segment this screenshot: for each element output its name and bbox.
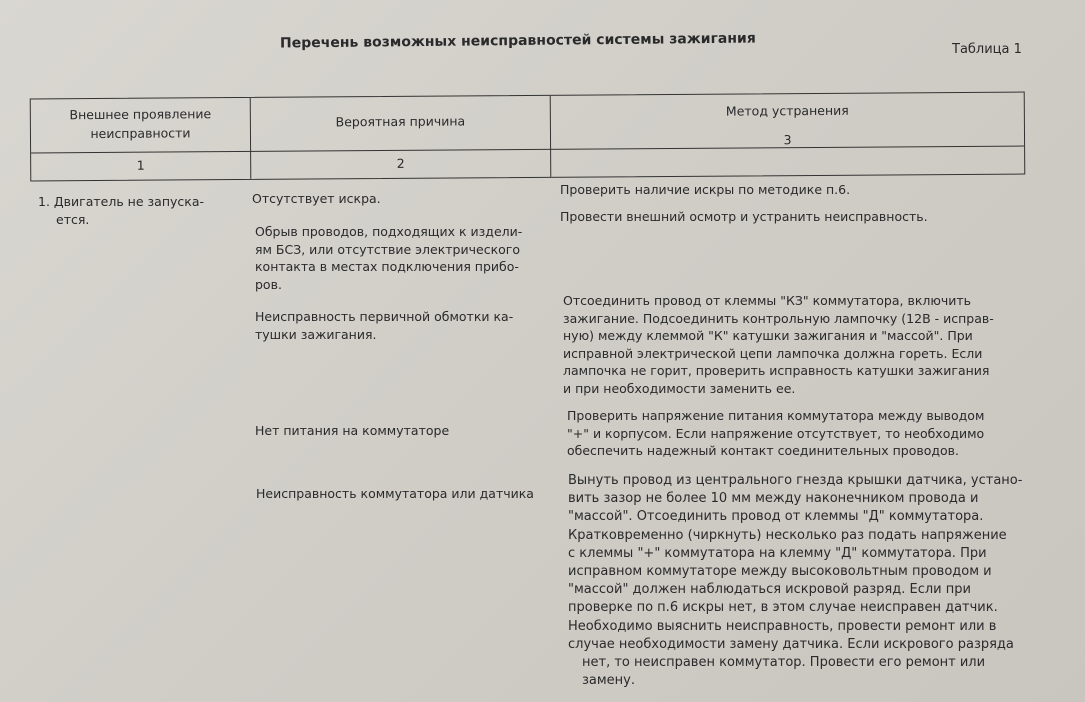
cause-4 — [255, 422, 449, 440]
header-col-1 — [31, 98, 252, 181]
remedy-line: лампочка не горит, проверить исправность катушки зажигания — [563, 363, 990, 378]
remedy-line: "массой". Отсоединить провод от клеммы "Д" коммутатора. — [568, 509, 984, 525]
cause-line: контакта в местах подключения прибо- — [255, 259, 519, 274]
page-title: Перечень возможных неисправностей системы зажигания — [279, 30, 756, 52]
remedy-line: и при необходимости заменить ее. — [563, 380, 796, 396]
header-num-1: 1 — [136, 157, 145, 173]
symptom-line: ется. — [56, 211, 90, 227]
remedy-line: Проверить напряжение питания коммутатора между выводом — [567, 408, 985, 423]
symptom — [38, 193, 204, 228]
cause-3 — [255, 308, 513, 343]
remedy-line: исправной электрической цепи лампочка должна гореть. Если — [563, 345, 983, 361]
remedy-line: Проверить наличие искры по методике п.6. — [560, 182, 851, 197]
header-num-3: 3 — [783, 132, 792, 148]
remedy-line: Провести внешний осмотр и устранить неисправность. — [560, 209, 928, 224]
cause-2 — [255, 223, 522, 293]
remedy-line: замену. — [582, 673, 636, 689]
cause-line: ров. — [255, 276, 282, 292]
remedy-line: ную) между клеммой "К" катушки зажигания и "массой". При — [563, 328, 973, 343]
header-num-2: 2 — [396, 155, 405, 171]
header-col-2-label: Вероятная причина — [335, 113, 466, 130]
cause-line: Нет питания на коммутаторе — [255, 423, 450, 438]
remedy-line: проверке по п.6 искры нет, в этом случае неисправен датчик. — [568, 600, 998, 616]
cause-line: ям БСЗ, или отсутствие электрического — [255, 241, 520, 257]
remedy-line: нет, то неисправен коммутатор. Провести его ремонт или — [582, 655, 986, 671]
remedy-line: зажигание. Подсоединить контрольную лампочку (12В - исправ- — [563, 310, 994, 326]
header-col-1-line: Внешнее проявление — [69, 106, 212, 123]
header-col-2 — [251, 96, 552, 179]
table-label: Таблица 1 — [952, 42, 1022, 57]
cause-1 — [252, 190, 381, 208]
cause-line: Обрыв проводов, подходящих к издели- — [255, 224, 523, 239]
remedy-3 — [563, 292, 994, 397]
remedy-line: Необходимо выяснить неисправность, провести ремонт или в — [568, 618, 997, 634]
header-col-1-line: неисправности — [90, 125, 191, 142]
table-header — [30, 92, 1026, 182]
remedy-line: Отсоединить провод от клеммы "КЗ" коммутатора, включить — [563, 293, 972, 308]
cause-5 — [256, 485, 534, 503]
remedy-line: Кратковременно (чиркнуть) несколько раз подать напряжение — [568, 527, 1007, 543]
remedy-line: "массой" должен наблюдаться искровой разряд. Если при — [568, 582, 971, 598]
symptom-line: 1. Двигатель не запуска- — [38, 194, 204, 209]
cause-line: Неисправность первичной обмотки ка- — [255, 309, 514, 324]
remedy-line: случае необходимости замену датчика. Если искрового разряда — [568, 636, 1014, 652]
remedy-line: исправном коммутаторе между высоковольтным проводом и — [568, 564, 992, 580]
cause-line: Неисправность коммутатора или датчика — [256, 486, 534, 501]
header-col-3 — [551, 93, 1025, 177]
remedy-5 — [568, 472, 1022, 690]
cause-line: тушки зажигания. — [255, 326, 377, 342]
remedy-line: вить зазор не более 10 мм между наконечником провода и — [568, 491, 979, 507]
remedy-line: обеспечить надежный контакт соединительных проводов. — [567, 443, 960, 458]
remedy-2 — [560, 208, 928, 226]
header-col-3-label: Метод устранения — [725, 102, 849, 119]
cause-line: Отсутствует искра. — [252, 191, 381, 206]
remedy-line: "+" и корпусом. Если напряжение отсутствует, то необходимо — [567, 425, 985, 441]
remedy-1 — [560, 181, 850, 199]
remedy-line: с клеммы "+" коммутатора на клемму "Д" коммутатора. При — [568, 545, 987, 561]
remedy-line: Вынуть провод из центрального гнезда крышки датчика, устано- — [568, 473, 1023, 488]
remedy-4 — [567, 407, 984, 460]
